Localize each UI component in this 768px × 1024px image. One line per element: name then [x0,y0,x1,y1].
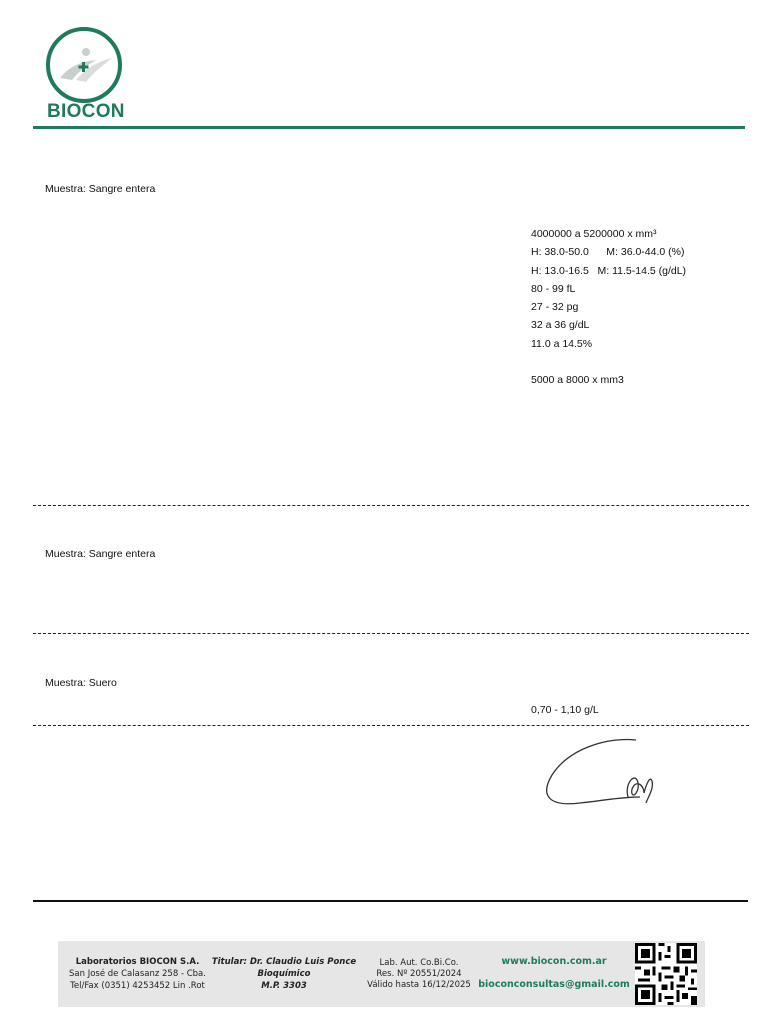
brand-name: BIOCON [47,101,125,122]
reference-value: 0,70 - 1,10 g/L [531,704,599,716]
website-link[interactable]: www.biocon.com.ar [501,956,607,967]
footer-divider [33,900,748,902]
email-link[interactable]: bioconconsultas@gmail.com [478,979,630,990]
reference-value: 27 - 32 pg [531,301,579,313]
sample-label-1: Muestra: Sangre entera [45,183,156,195]
reference-value: 5000 a 8000 x mm3 [531,374,624,386]
reference-value: 4000000 a 5200000 x mm³ [531,228,657,240]
reference-value: H: 13.0-16.5 M: 11.5-14.5 (g/dL) [531,265,687,277]
header-divider [33,126,745,129]
reference-value: 32 a 36 g/dL [531,319,590,331]
reference-value: H: 38.0-50.0 M: 36.0-44.0 (%) [531,246,685,258]
lab-phone: Tel/Fax (0351) 4253452 Lin .Rot [70,981,205,991]
lab-address: San José de Calasanz 258 - Cba. [69,969,206,979]
lab-validity: Válido hasta 16/12/2025 [367,980,471,990]
reference-value: 11.0 a 14.5% [531,338,593,350]
titular-mp: M.P. 3303 [261,981,307,991]
section-divider [33,633,749,634]
titular-role: Bioquímico [257,969,311,979]
qr-code-icon [634,943,698,1005]
titular: Titular: Dr. Claudio Luis Ponce [211,957,357,967]
lab-authorization: Lab. Aut. Co.Bi.Co. [379,958,459,968]
sample-label-2: Muestra: Sangre entera [45,548,156,560]
logo-figure-icon [52,40,118,90]
signature [540,735,670,815]
lab-resolution: Res. Nº 20551/2024 [376,969,462,979]
section-divider [33,725,749,726]
reference-value: 80 - 99 fL [531,283,576,295]
sample-label-3: Muestra: Suero [45,677,117,689]
section-divider [33,505,749,506]
lab-name: Laboratorios BIOCON S.A. [75,957,200,967]
